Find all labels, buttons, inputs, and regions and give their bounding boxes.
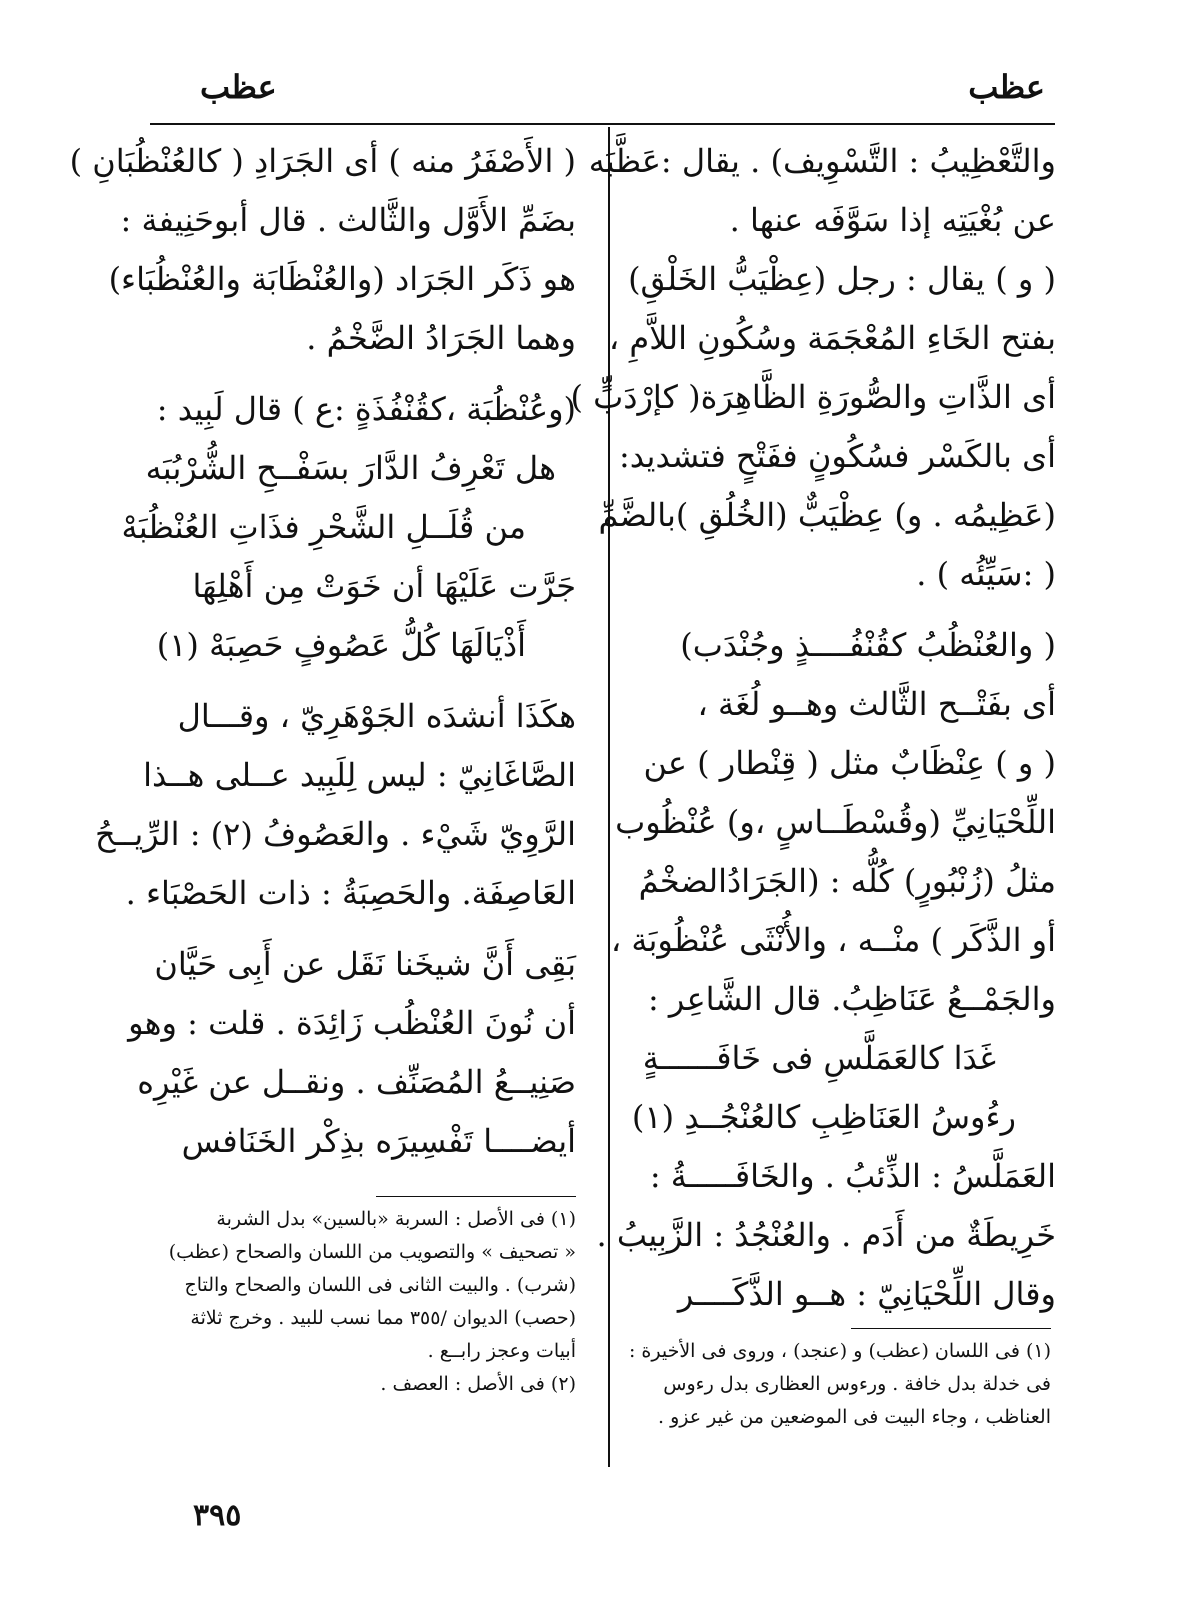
text-line: والتَّعْظِيبُ : التَّسْوِيف) . يقال :عَظَّبَه (588, 142, 1056, 180)
text-line: أو الذَّكَر ) منْــه ، والأُنْثَى عُنْظُوبَة ، (610, 921, 1056, 959)
text-line: (وعُنْظُبَة ،كقُنْفُذَةٍ :ع ) قال لَبِيد : (156, 390, 576, 428)
running-head-left: عظب (200, 68, 277, 106)
footnote-line: فى خدلة بدل خافة . ورءوس العظارى بدل رءوس (663, 1373, 1051, 1395)
text-line: أى بفَتْــح الثَّالث وهــو لُغَة ، (697, 685, 1056, 723)
verse-line: رءُوسُ العَنَاظِبِ كالعُنْجُــدِ (١) (631, 1098, 1016, 1136)
text-line: بضَمِّ الأَوَّل والثَّالث . قال أبوحَنِيفة : (120, 201, 576, 239)
text-line: ( :سَيِّئُه ) . (916, 555, 1056, 593)
footnote-line: (١) فى الأصل : السربة «بالسين» بدل الشربة (216, 1208, 576, 1230)
text-line: العَاصِفَة. والحَصِبَةُ : ذات الحَصْبَاء . (125, 874, 576, 912)
text-line: صَنِيــعُ المُصَنِّف . ونقــل عن غَيْرِه (137, 1063, 576, 1101)
footnote-rule (376, 1196, 576, 1197)
text-line: أى بالكَسْر فسُكُونٍ ففَتْحٍ فتشديد: (618, 437, 1056, 475)
footnote-line: أبيات وعجز رابــع . (427, 1340, 576, 1362)
text-line: اللِّحْيَانِيِّ (وقُسْطَــاسٍ ،و) عُنْظُوب (615, 803, 1056, 841)
text-line: هو ذَكَر الجَرَاد (والعُنْظَابَة والعُنْظُبَاء) (108, 260, 576, 298)
footnote-line: (حصب) الديوان /٣٥٥ مما نسب للبيد . وخرج ثلاثة (190, 1307, 576, 1329)
text-line: ( الأَصْفَرُ منه ) أى الجَرَادِ ( كالعُنْظُبَانِ ) (69, 142, 576, 180)
text-line: الصَّاغَانِيّ : ليس لِلَبِيد عــلى هــذا (143, 756, 576, 794)
text-line: بفتح الخَاءِ المُعْجَمَة وسُكُونِ اللاَّمِ ، (608, 319, 1056, 357)
text-line: خَرِيطَةٌ من أَدَم . والعُنْجُدُ : الزَّبِيبُ . (596, 1216, 1056, 1254)
footnote-line: (٢) فى الأصل : العصف . (380, 1373, 576, 1395)
text-line: بَقِى أَنَّ شيخَنا نَقَل عن أَبِى حَيَّان (154, 945, 576, 983)
verse-line: غَدَا كالعَمَلَّسِ فى خَافَــــــةٍ (642, 1039, 996, 1077)
verse-line: من قُلَــلِ الشَّحْرِ فذَاتِ العُنْظُبَهْ (121, 508, 526, 546)
text-line: والجَمْــعُ عَنَاظِبُ. قال الشَّاعِر : (647, 980, 1056, 1018)
footnote-line: « تصحيف » والتصويب من اللسان والصحاح (عظب) (168, 1241, 576, 1263)
verse-line: هل تَعْرِفُ الدَّارَ بسَفْــحِ الشُّرْبُبَه (145, 449, 556, 487)
text-line: العَمَلَّسُ : الذِّئبُ . والخَافَـــــةُ : (649, 1157, 1056, 1195)
text-line: ( و ) عِنْظَابٌ مثل ( قِنْطار ) عن (643, 744, 1056, 782)
footnote-line: (١) فى اللسان (عظب) و (عنجد) ، وروى فى الأخيرة : (628, 1340, 1051, 1362)
footnote-line: (شرب) . والبيت الثانى فى اللسان والصحاح والتاج (184, 1274, 576, 1296)
right-footnotes (616, 1328, 1051, 1434)
verse-line: أَذْيَالَهَا كُلُّ عَصُوفٍ حَصِبَهْ (١) (156, 626, 526, 664)
page-number: ٣٩٥ (193, 1498, 242, 1533)
text-line: مثلُ (زُنْبُورٍ) كُلُّه : (الجَرَادُالضخْمُ (638, 862, 1056, 900)
text-line: أن نُونَ العُنْظُب زَائِدَة . قلت : وهو (128, 1004, 576, 1042)
running-head-right: عظب (968, 68, 1045, 106)
left-footnotes (136, 1196, 576, 1401)
text-line: أى الذَّاتِ والصُّورَةِ الظَّاهِرَة( كإرْدَبٍّ ) (570, 378, 1056, 416)
footnote-rule (851, 1328, 1051, 1329)
text-line: ( والعُنْظُبُ كقُنْفُــــذٍ وجُنْدَب) (680, 626, 1056, 664)
text-line: (عَظِيمُه . و) عِظْيَبٌّ (الخُلُقِ )بالضَّمِّ (598, 496, 1056, 534)
header-rule (150, 123, 1055, 125)
text-line: ( و ) يقال : رجل (عِظْيَبُّ الخَلْقِ) (628, 260, 1056, 298)
footnote-line: العناظب ، وجاء البيت فى الموضعين من غير عزو . (658, 1406, 1051, 1428)
text-line: الرَّوِيّ شَيْء . والعَصُوفُ (٢) : الرِّيــحُ (94, 815, 576, 853)
verse-line: جَرَّت عَلَيْهَا أن خَوَتْ مِن أَهْلِهَا (192, 567, 576, 605)
text-line: وهما الجَرَادُ الضَّخْمُ . (306, 319, 576, 357)
text-line: أيضــــا تَفْسِيرَه بذِكْر الخَنَافس (181, 1122, 576, 1160)
text-line: عن بُغْيَتِه إذا سَوَّفَه عنها . (729, 201, 1056, 239)
text-line: وقال اللِّحْيَانِيّ : هــو الذَّكَــــر (677, 1275, 1056, 1313)
right-column (570, 132, 1056, 1324)
left-column (69, 132, 576, 1171)
text-line: هكَذَا أنشدَه الجَوْهَرِيّ ، وقـــال (177, 697, 576, 735)
